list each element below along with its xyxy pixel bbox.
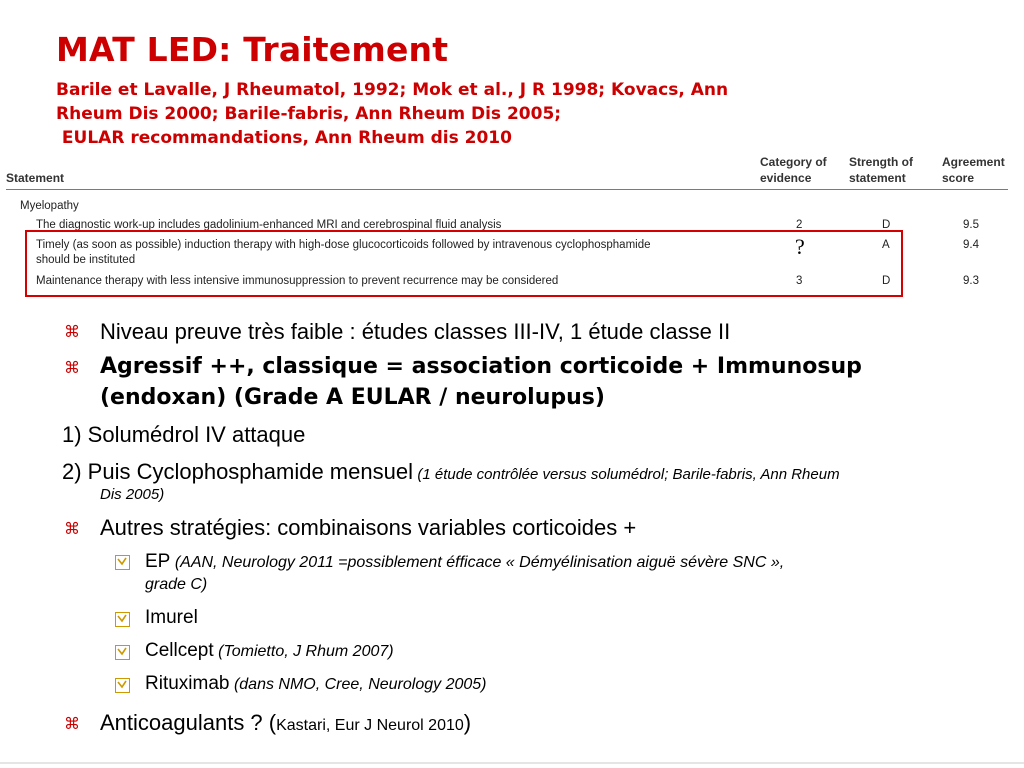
slide-title: MAT LED: Traitement [56,30,449,69]
bullet-text: Autres stratégies: combinaisons variables corticoides + [100,515,637,540]
row-category: 3 [796,275,803,287]
checkbox-check-icon [115,555,130,570]
reference-line: Barile et Lavalle, J Rheumatol, 1992; Mok et al., J R 1998; Kovacs, Ann [56,80,729,100]
bullet-citation: Kastari, Eur J Neurol 2010 [276,717,464,734]
paragraph-note: (1 étude contrôlée versus solumédrol; Barile-fabris, Ann Rheum [417,466,840,483]
bullet-text: Niveau preuve très faible : études classes III-IV, 1 étude classe II [100,319,731,344]
sub-bullet-text: EP [145,551,171,572]
sub-bullet-note: (Tomietto, J Rhum 2007) [218,643,394,660]
header-category: Category of evidence [760,155,827,185]
row-strength: D [882,219,891,231]
row-strength: A [882,239,890,251]
paragraph-line [62,456,840,487]
sub-bullet-line [145,551,784,573]
paragraph-note-cont: Dis 2005) [100,486,165,503]
bottom-divider [0,762,1024,764]
row-score: 9.4 [963,239,979,251]
checkbox-check-icon [115,645,130,660]
row-category-question: ? [795,234,805,259]
bullet-text: Agressif ++, classique = association corticoide + Immunosup [100,354,862,379]
bullet-text: Anticoagulants ? ( [100,710,277,735]
bullet-text-end: ) [463,710,472,735]
section-label: Myelopathy [20,200,79,212]
sub-bullet-note-cont: grade C) [145,576,208,593]
sub-bullet-note: (dans NMO, Cree, Neurology 2005) [233,676,487,693]
sub-bullet-text: Cellcept [145,640,214,661]
row-category: 2 [796,219,803,231]
command-key-icon: ⌘ [64,714,80,733]
header-strength: Strength of statement [849,155,913,185]
command-key-icon: ⌘ [64,358,80,377]
command-key-icon: ⌘ [64,519,80,538]
sub-bullet-text: Rituximab [145,673,230,694]
sub-bullet-text: Imurel [145,607,198,628]
references [56,78,728,150]
paragraph-text: 1) Solumédrol IV attaque [62,422,306,447]
row-statement-cont: should be instituted [36,254,136,266]
checkbox-check-icon [115,612,130,627]
checkbox-check-icon [115,678,130,693]
sub-bullet-line [145,640,394,662]
row-score: 9.5 [963,219,979,231]
row-statement: Timely (as soon as possible) induction therapy with high-dose glucocorticoids followed by intravenous cyclophosphamide [36,239,651,251]
reference-line: Rheum Dis 2000; Barile-fabris, Ann Rheum Dis 2005; [56,104,562,124]
paragraph-text: 2) Puis Cyclophosphamide mensuel [62,459,413,484]
row-strength: D [882,275,891,287]
row-statement: Maintenance therapy with less intensive immunosuppression to prevent recurrence may be considered [36,275,559,287]
reference-line: EULAR recommandations, Ann Rheum dis 2010 [56,128,512,148]
row-score: 9.3 [963,275,979,287]
row-statement: The diagnostic work-up includes gadolinium-enhanced MRI and cerebrospinal fluid analysis [36,219,502,231]
sub-bullet-note: (AAN, Neurology 2011 =possiblement éfficace « Démyélinisation aiguë sévère SNC », [174,554,785,571]
highlight-box [25,230,903,297]
header-agreement: Agreement score [942,155,1005,185]
bullet-line [100,707,471,738]
header-statement: Statement [6,171,65,185]
sub-bullet-line [145,673,487,695]
table-rule [6,189,1008,190]
bullet-text-cont: (endoxan) (Grade A EULAR / neurolupus) [100,385,605,410]
command-key-icon: ⌘ [64,322,80,341]
